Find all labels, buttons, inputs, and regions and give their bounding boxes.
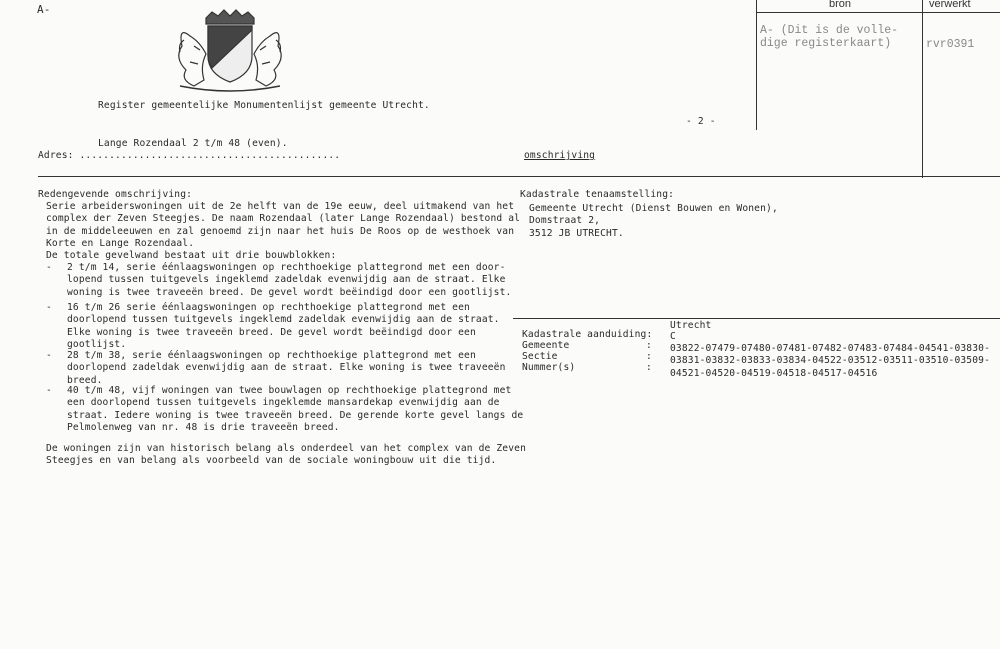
verwerkt-label: verwerkt [929,0,971,10]
gemeente-value: Utrecht [670,320,712,331]
register-title: Register gemeentelijke Monumentenlijst gemeente Utrecht. [98,100,430,111]
verwerkt-value: rvr0391 [926,38,975,51]
list-dash: - [46,350,52,361]
colon: : [646,340,652,351]
list-dash: - [46,302,52,313]
redengevende-paragraph: Serie arbeiderswoningen uit de 2e helft van de 19e eeuw, deel uitmakend van het complex der Zeven Steegjes. De naam Rozendaal (later Lange Rozendaal) bestond al in de middeleeuwen en zal genoemd zijn naar het huis De Roos op de westhoek van Korte en Lange Rozendaal. De totale gevelwand bestaat uit drie bouwblokken: [46,201,521,262]
list-dash: - [46,385,52,396]
redengevende-closing: De woningen zijn van historisch belang als onderdeel van het complex van de Zeven Steegjes en van belang als voorbeeld van de sociale woningbouw uit die tijd. [46,443,526,467]
corner-mark: A- [37,3,51,16]
bron-value: A- (Dit is de volle- dige registerkaart) [760,24,899,50]
address-label: Adres: ............................................ [38,150,341,161]
list-item: 16 t/m 26 serie éénlaagswoningen op rechthoekige plattegrond met een doorlopend tussen tuitgevels ingeklemd zadeldak evenwijdig aan de straat. Elke woning is twee traveeën breed. De gevel wordt beëindigd door een gootlijst. [67,302,500,350]
list-item: 28 t/m 38, serie éénlaagswoningen op rechthoekige plattegrond met een doorlopend zadeldak evenwijdig aan de straat. Elke woning is twee traveeën breed. [67,350,506,386]
nummers-label: Nummer(s) [522,362,576,373]
list-item: 40 t/m 48, vijf woningen van twee bouwlagen op rechthoekige plattegrond met een doorlopend tussen tuitgevels ingeklemde mansardekap evenwijdig aan de straat. Iedere woning is twee traveeën breed. De gerende korte gevel langs de Pelmolenweg van nr. 48 is drie traveeën breed. [67,385,524,433]
header-rule [756,12,1000,13]
colon: : [646,351,652,362]
header-divider-right [922,0,923,178]
gemeente-label: Gemeente [522,340,570,351]
header-divider-left [756,0,757,130]
list-dash: - [46,262,52,273]
sectie-value: C [670,331,676,342]
list-item: 2 t/m 14, serie éénlaagswoningen op rechthoekige plattegrond met een door- lopend tussen tuitgevels ingeklemd zadeldak evenwijdig aan de straat. Elke woning is twee traveeën breed. De gevel wordt beëindigd door een gootlijst. [67,262,512,298]
address-value: Lange Rozendaal 2 t/m 48 (even). [98,138,288,149]
colon: : [646,362,652,373]
utrecht-coat-of-arms [160,6,300,94]
redengevende-heading: Redengevende omschrijving: [38,189,193,200]
sectie-label: Sectie [522,351,558,362]
omschrijving-label: omschrijving [524,150,596,161]
nummers-value: 03822-07479-07480-07481-07482-07483-07484-04541-03830- 03831-03832-03833-03834-04522-03512-03511-03510-03509- 04521-04520-04519-04518-04517-04516 [670,343,990,379]
page-number: - 2 - [686,116,716,127]
aanduiding-rule [513,318,1000,319]
tenaamstelling-heading: Kadastrale tenaamstelling: [520,189,675,200]
tenaamstelling-lines: Gemeente Utrecht (Dienst Bouwen en Wonen), Domstraat 2, 3512 JB UTRECHT. [529,203,778,239]
main-rule [38,176,1000,177]
aanduiding-heading: Kadastrale aanduiding: [522,329,653,340]
bron-label: bron [829,0,852,10]
